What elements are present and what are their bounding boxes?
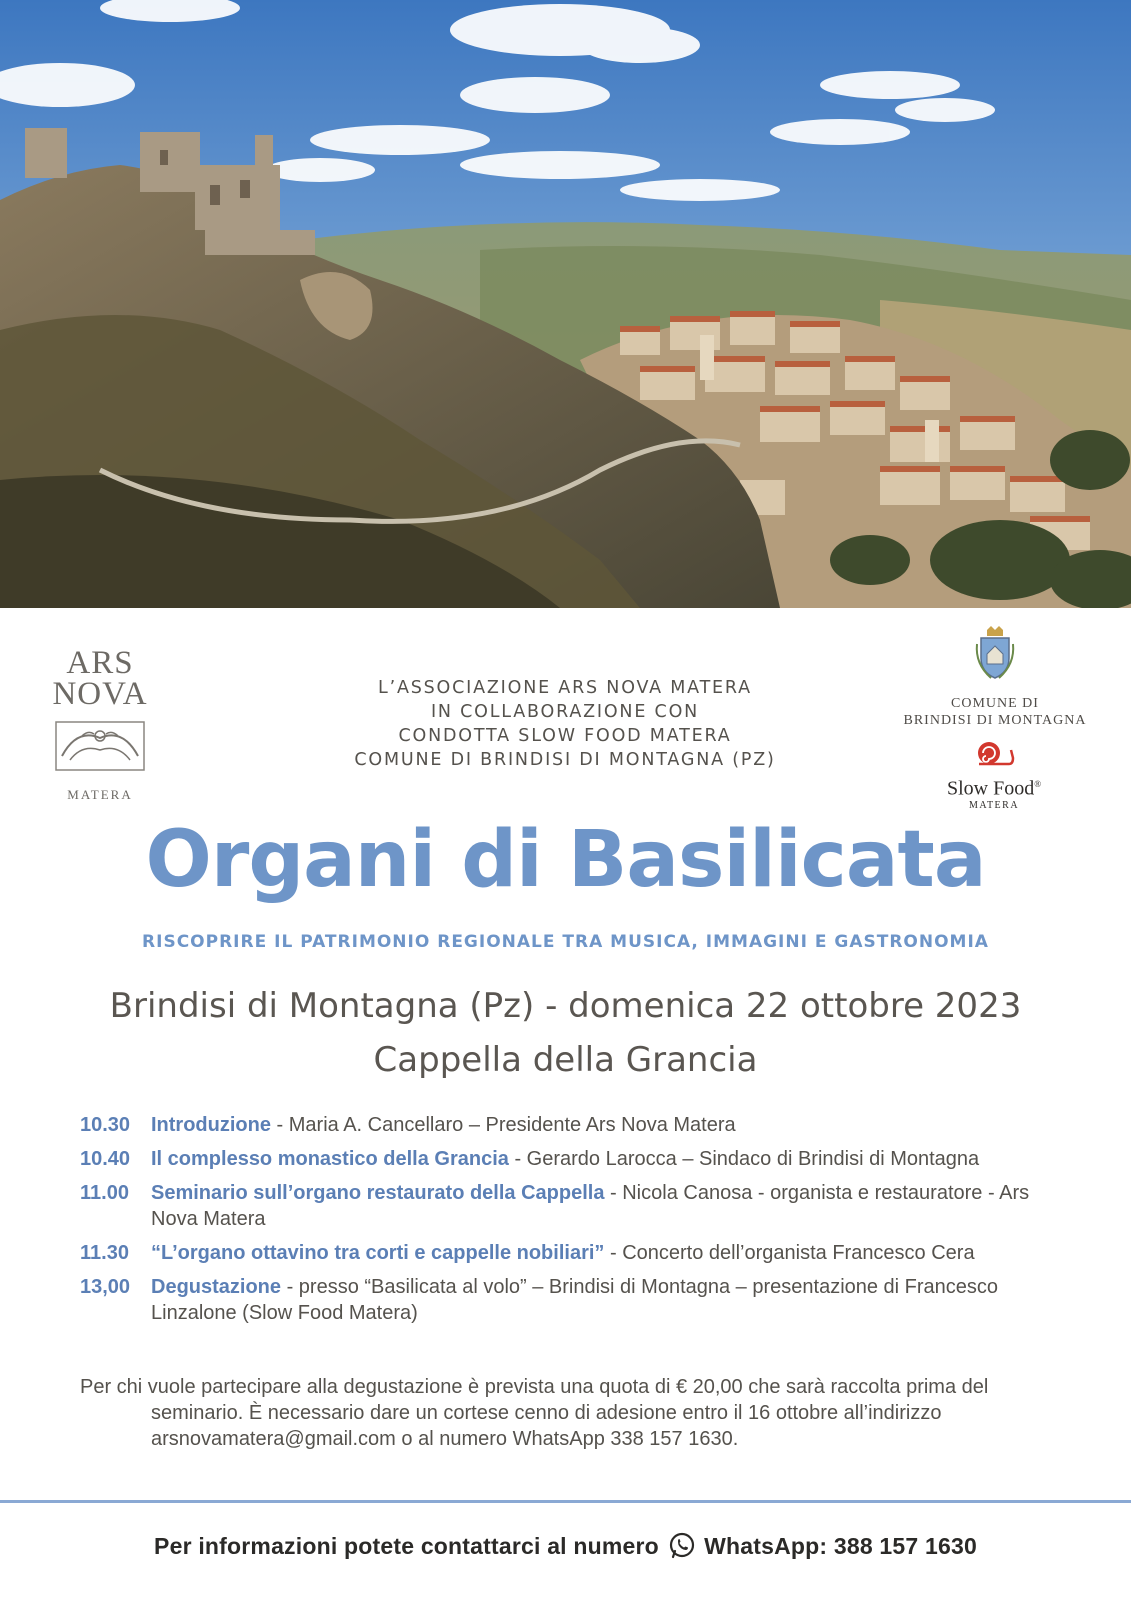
footer-lead: Per informazioni potete contattarci al numero [154,1533,659,1559]
collab-line: IN COLLABORAZIONE CON [430,702,700,722]
participation-note: Per chi vuole partecipare alla degustazione è prevista una quota di € 20,00 che sarà raccolta prima del seminario. È necessario dare un cortese cenno di adesione entro il 16 ottobre all’indirizzo arsnovamatera@gmail.com o al numero WhatsApp 338 157 1630. [80,1376,989,1450]
slow-food-brand [930,773,1058,800]
slow-food-brand-text: Slow Food [946,777,1035,800]
crest-icon [973,624,1017,682]
program-item [80,1180,1070,1232]
comune-logo [880,624,1110,729]
registered-mark: ® [1034,779,1042,789]
program-item [80,1146,1070,1172]
footer-whatsapp[interactable]: WhatsApp: 388 157 1630 [704,1533,977,1559]
slow-food-logo [930,740,1058,812]
program-details: - Gerardo Larocca – Sindaco di Brindisi di Montagna [508,1148,980,1170]
program-topic: Il complesso monastico della Grancia [151,1148,509,1170]
program-time: 10.40 [80,1148,131,1170]
ornament-icon [52,716,148,774]
program-topic: Seminario sull’organo restaurato della Cappella [151,1182,605,1204]
program-time: 13,00 [80,1276,131,1298]
venue: Cappella della Grancia [373,1040,758,1080]
hero-landscape [0,0,1131,608]
program-item [80,1274,1070,1326]
program-topic: “L’organo ottavino tra corti e cappelle nobiliari” [151,1242,605,1264]
slow-food-sub: MATERA [968,799,1020,811]
program-time: 11.00 [80,1182,129,1204]
snail-icon [973,740,1015,766]
collaboration-block [280,676,850,772]
program-topic: Degustazione [151,1276,282,1298]
place-date: Brindisi di Montagna (Pz) - domenica 22 ottobre 2023 [109,986,1022,1026]
program-body [151,1180,1070,1232]
program-body [151,1240,1070,1266]
divider [0,1500,1131,1503]
program-details: - Concerto dell’organista Francesco Cera [604,1242,975,1264]
ars-nova-logo-line2: NOVA [52,676,148,712]
program-body [151,1274,1070,1326]
event-subtitle: RISCOPRIRE IL PATRIMONIO REGIONALE TRA MUSICA, IMMAGINI E GASTRONOMIA [142,932,989,952]
program-topic: Introduzione [151,1114,271,1136]
program-body [151,1112,1070,1138]
ars-nova-logo [50,645,150,803]
program-item [80,1240,1070,1266]
footer-contact [0,1532,1131,1560]
collab-line: L’ASSOCIAZIONE ARS NOVA MATERA [378,678,752,698]
ars-nova-logo-line1: ARS [66,645,134,681]
collab-line: COMUNE DI BRINDISI DI MONTAGNA (PZ) [354,750,776,770]
whatsapp-icon [668,1532,696,1560]
program-time: 10.30 [80,1114,131,1136]
program-item [80,1112,1070,1138]
hero-photo [0,0,1131,608]
program-details: - Nicola Canosa - organista e restauratore - Ars Nova Matera [151,1182,1030,1230]
ars-nova-logo-city: MATERA [67,787,133,802]
comune-logo-line1: COMUNE DI [951,696,1039,711]
event-title: Organi di Basilicata [145,815,986,905]
collab-line: CONDOTTA SLOW FOOD MATERA [398,726,732,746]
comune-logo-line2: BRINDISI DI MONTAGNA [903,713,1087,728]
program-list [80,1112,1070,1334]
program-details: - Maria A. Cancellaro – Presidente Ars Nova Matera [270,1114,736,1136]
program-time: 11.30 [80,1242,129,1264]
program-body [151,1146,1070,1172]
program-details: - presso “Basilicata al volo” – Brindisi di Montagna – presentazione di Francesco Linzalone (Slow Food Matera) [151,1276,999,1324]
